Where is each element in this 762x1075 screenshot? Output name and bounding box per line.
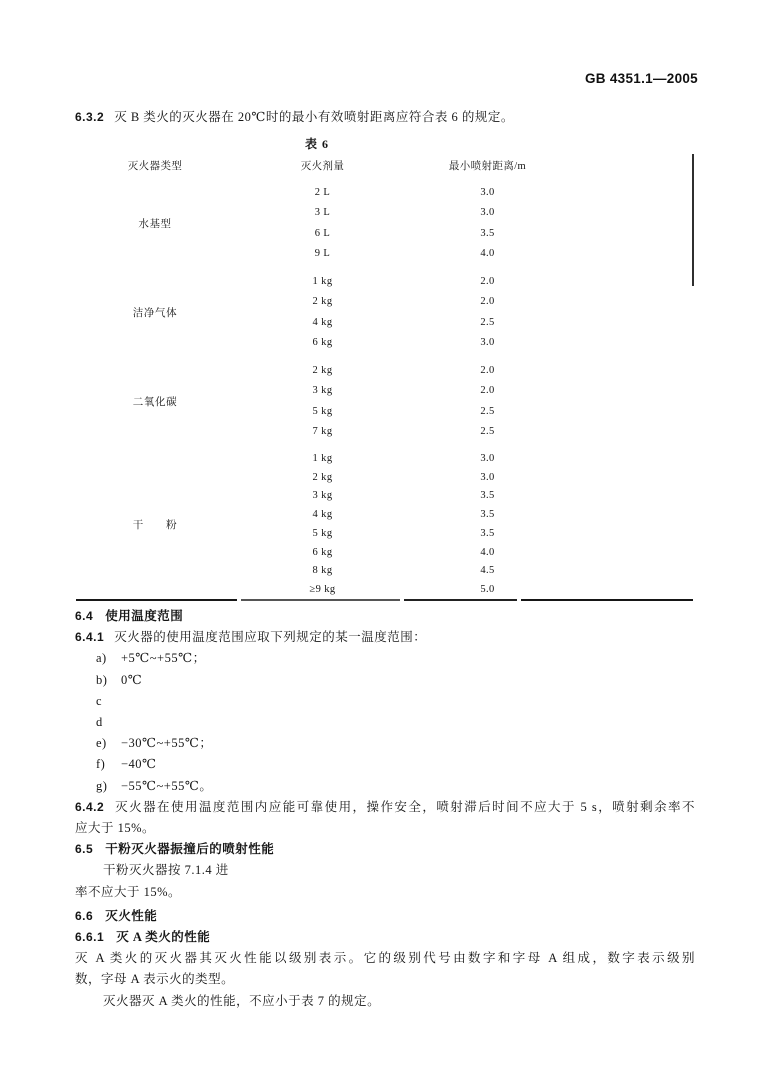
amount-cell: 1 kg [312, 452, 333, 464]
table-group [80, 449, 693, 599]
table-group [80, 271, 693, 353]
table6-right-border [692, 154, 694, 286]
amount-cell: 2 L [314, 186, 331, 198]
list-label: g) [96, 778, 108, 793]
list-label: a) [96, 651, 107, 666]
list-label: d [96, 715, 103, 730]
heading-6-4 [75, 606, 695, 627]
heading-title: 使用温度范围 [105, 609, 184, 623]
clause-6-3-2 [75, 107, 715, 125]
clause-6-6-1-para2: 灭火器灭 A 类火的性能，不应小于表 7 的规定。 [103, 993, 381, 1008]
list-label: e) [96, 736, 107, 751]
heading-6-5 [75, 839, 695, 860]
clause-number: 6.4.1 [75, 630, 105, 645]
clause-number: 6.6 [75, 908, 94, 923]
temp-option-b [75, 670, 695, 691]
amount-cell: 3 L [314, 207, 331, 219]
table-row [230, 562, 693, 581]
table-row [230, 182, 693, 203]
column-header-distance: 最小喷射距离/m [448, 160, 527, 172]
amount-cell: 9 L [314, 248, 331, 260]
clause-text: 灭火器的使用温度范围应取下列规定的某一温度范围： [114, 630, 427, 645]
table-group [80, 182, 693, 264]
table-row [230, 449, 693, 468]
table-row [230, 580, 693, 599]
amount-cell: 6 L [314, 227, 331, 239]
distance-cell: 3.0 [480, 186, 495, 198]
list-text: −40℃ [121, 757, 157, 772]
temp-option-a [75, 648, 695, 669]
table-row [230, 271, 693, 292]
clause-number: 6.4.2 [75, 799, 105, 814]
amount-cell: 6 kg [312, 546, 333, 558]
column-header-type: 灭火器类型 [127, 160, 183, 172]
amount-cell: 3 kg [312, 490, 333, 502]
distance-cell: 3.0 [480, 207, 495, 219]
temp-option-f [75, 754, 695, 775]
table6-bottom-rule [521, 599, 693, 601]
clause-text: 灭火器在使用温度范围内应能可靠使用，操作安全，喷射滞后时间不应大于 5 s，喷射剩余率不 [114, 799, 695, 814]
table-row [230, 505, 693, 524]
distance-cell: 3.0 [480, 452, 495, 464]
amount-cell: 5 kg [312, 527, 333, 539]
clause-number: 6.5 [75, 842, 94, 857]
amount-cell: 4 kg [312, 509, 333, 521]
heading-6-6 [75, 906, 695, 927]
table6-header-row [80, 157, 693, 173]
amount-cell: ≥9 kg [309, 584, 336, 596]
amount-cell: 1 kg [312, 275, 333, 287]
list-text: 0℃ [121, 672, 143, 687]
list-label: c [96, 693, 103, 708]
table-row [230, 223, 693, 244]
temp-option-e [75, 733, 695, 754]
amount-cell: 3 kg [312, 385, 333, 397]
amount-cell: 8 kg [312, 565, 333, 577]
clause-6-4-2-line1 [75, 797, 695, 818]
table-row [230, 381, 693, 402]
table-row [230, 360, 693, 381]
table-row [230, 543, 693, 562]
table-row [230, 244, 693, 265]
heading-6-6-1 [75, 927, 695, 948]
list-text: −30℃~+55℃； [121, 736, 213, 751]
table6-bottom-rule [404, 599, 517, 601]
distance-cell: 3.5 [480, 509, 495, 521]
distance-cell: 4.0 [480, 248, 495, 260]
distance-cell: 3.5 [480, 490, 495, 502]
table-row [230, 401, 693, 422]
amount-cell: 2 kg [312, 364, 333, 376]
distance-cell: 3.5 [480, 227, 495, 239]
distance-cell: 3.0 [480, 337, 495, 349]
extinguisher-type-cell: 水基型 [138, 218, 172, 230]
table-group [80, 360, 693, 442]
amount-cell: 5 kg [312, 405, 333, 417]
distance-cell: 2.0 [480, 364, 495, 376]
clause-6-5-body-line2: 率不应大于 15%。 [75, 884, 182, 899]
extinguisher-type-cell: 干 粉 [132, 519, 178, 531]
temp-option-g [75, 776, 695, 797]
amount-cell: 4 kg [312, 316, 333, 328]
table6-bottom-rule [76, 599, 237, 601]
amount-cell: 7 kg [312, 426, 333, 438]
heading-title: 干粉灭火器振撞后的喷射性能 [105, 842, 275, 857]
clause-6-6-1-para1-line2: 数，字母 A 表示火的类型。 [75, 972, 235, 987]
standard-number-header: GB 4351.1—2005 [584, 71, 698, 86]
distance-cell: 2.5 [480, 426, 495, 438]
distance-cell: 2.5 [480, 316, 495, 328]
table6-bottom-rule [241, 599, 400, 601]
list-label: f) [96, 757, 106, 772]
list-text: +5℃~+55℃； [121, 651, 206, 666]
extinguisher-type-cell: 二氧化碳 [132, 396, 178, 408]
amount-cell: 6 kg [312, 337, 333, 349]
column-header-amount: 灭火剂量 [300, 160, 345, 172]
distance-cell: 5.0 [480, 584, 495, 596]
clause-6-6-1-para1-line1: 灭 A 类火的灭火器其灭火性能以级别表示。它的级别代号由数字和字母 A 组成，数字表示级别 [75, 951, 695, 966]
temp-option-c [75, 691, 695, 712]
distance-cell: 2.5 [480, 405, 495, 417]
table6-body [80, 182, 693, 599]
distance-cell: 2.0 [480, 385, 495, 397]
list-label: b) [96, 672, 108, 687]
table-row [230, 203, 693, 224]
table-row [230, 422, 693, 443]
heading-title: 灭 A 类火的性能 [116, 930, 211, 945]
amount-cell: 2 kg [312, 296, 333, 308]
distance-cell: 2.0 [480, 296, 495, 308]
table-row [230, 292, 693, 313]
clause-text: 灭 B 类火的灭火器在 20℃时的最小有效喷射距离应符合表 6 的规定。 [114, 110, 514, 124]
list-text: −55℃~+55℃。 [121, 778, 213, 793]
clause-number: 6.6.1 [75, 930, 105, 945]
distance-cell: 2.0 [480, 275, 495, 287]
table-row [230, 524, 693, 543]
table-row [230, 468, 693, 487]
clause-6-5-body-line1: 干粉灭火器按 7.1.4 进 [103, 863, 229, 878]
clause-6-4-1 [75, 627, 695, 648]
table-row [230, 487, 693, 506]
extinguisher-type-cell: 洁净气体 [132, 307, 178, 319]
table-row [230, 312, 693, 333]
distance-cell: 4.0 [480, 546, 495, 558]
clause-6-4-2-line2: 应大于 15%。 [75, 821, 156, 836]
table6 [80, 157, 693, 599]
table-row [230, 333, 693, 354]
distance-cell: 3.5 [480, 527, 495, 539]
table6-caption: 表 6 [304, 137, 329, 151]
distance-cell: 3.0 [480, 471, 495, 483]
distance-cell: 4.5 [480, 565, 495, 577]
clause-number: 6.3.2 [75, 110, 105, 124]
temp-option-d [75, 712, 695, 733]
lower-text-block [75, 606, 695, 1012]
clause-number: 6.4 [75, 609, 94, 623]
heading-title: 灭火性能 [105, 908, 158, 923]
amount-cell: 2 kg [312, 471, 333, 483]
